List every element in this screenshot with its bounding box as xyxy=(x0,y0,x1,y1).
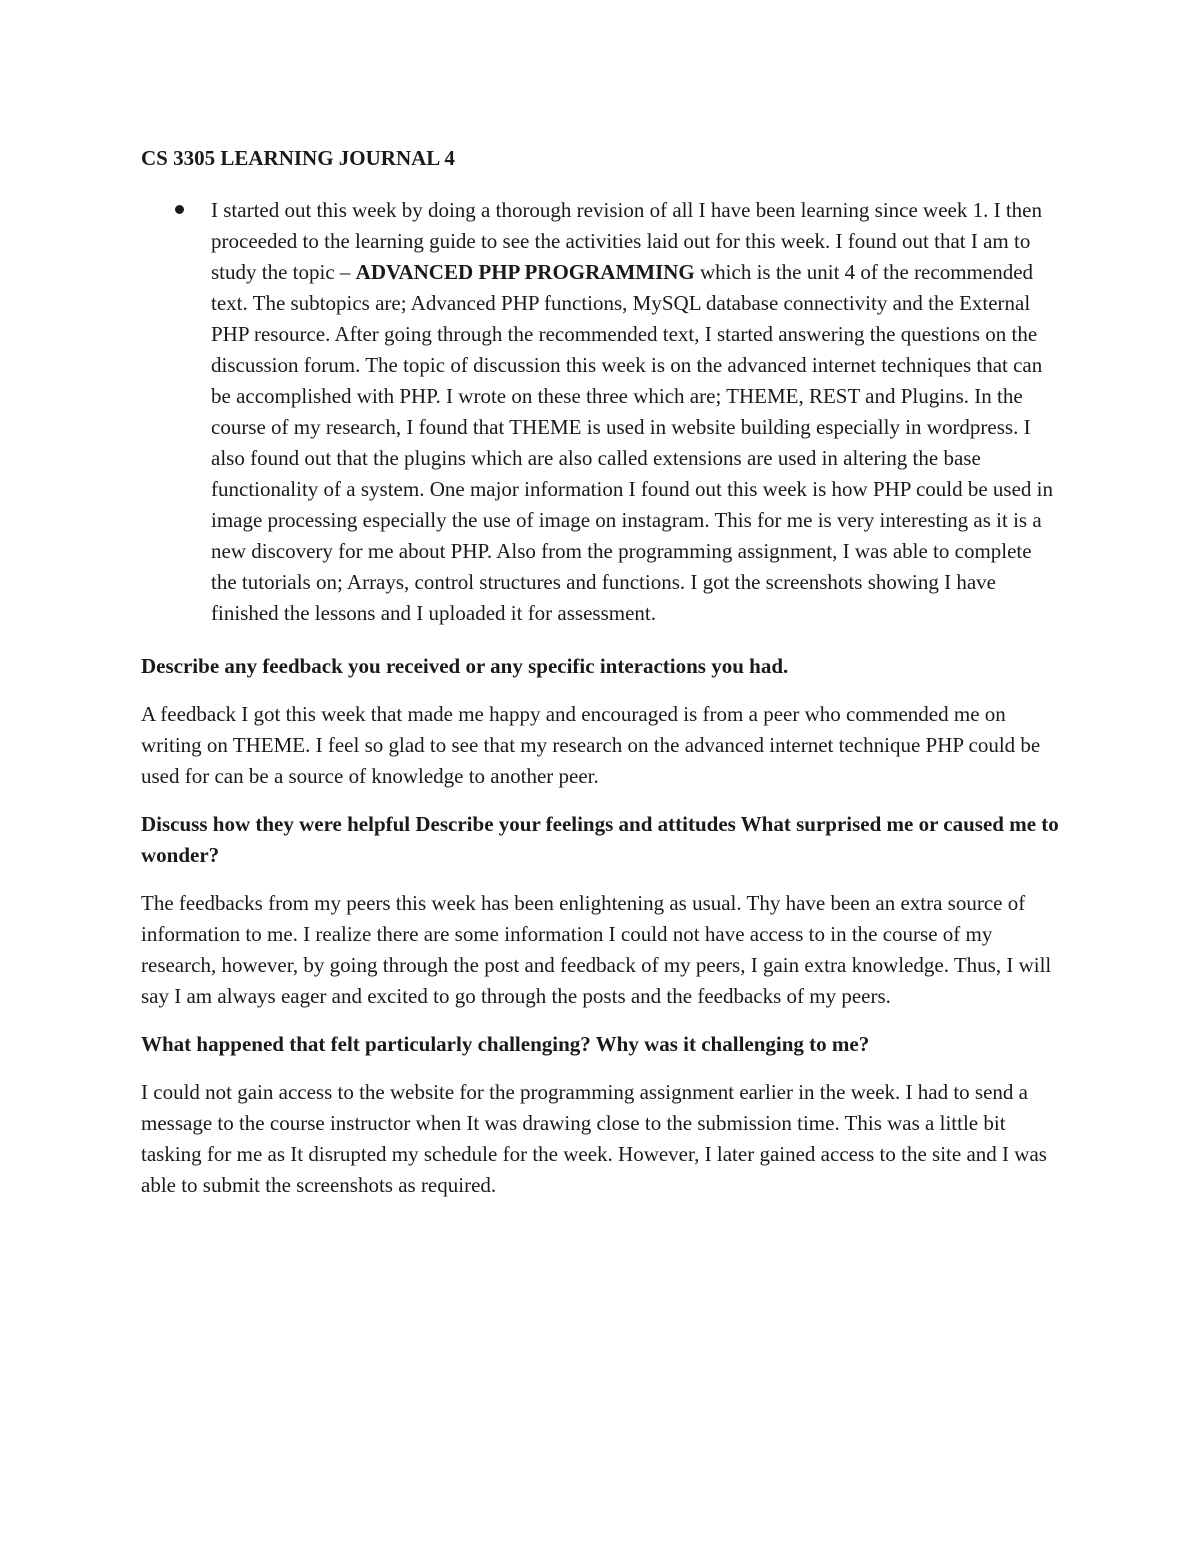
bullet-icon xyxy=(175,205,184,214)
section-heading-challenging: What happened that felt particularly challenging? Why was it challenging to me? xyxy=(141,1032,870,1056)
list-item xyxy=(141,195,1061,629)
page-title: CS 3305 LEARNING JOURNAL 4 xyxy=(141,146,455,170)
section-body-feedback: A feedback I got this week that made me happy and encouraged is from a peer who commended me on writing on THEME. I feel so glad to see that my research on the advanced internet technique PHP could be used for can be a source of knowledge to another peer. xyxy=(141,702,1041,788)
bullet-list xyxy=(141,195,1061,629)
section-body-challenging: I could not gain access to the website for the programming assignment earlier in the week. I had to send a message to the course instructor when It was drawing close to the submission time. This was a little bit tasking for me as It disrupted my schedule for the week. However, I later gained access to the site and I was able to submit the screenshots as required. xyxy=(141,1080,1047,1197)
document-body xyxy=(141,143,1061,1218)
section-heading-feedback: Describe any feedback you received or any specific interactions you had. xyxy=(141,654,789,678)
bullet-text-end: which is the unit 4 of the recommended text. The subtopics are; Advanced PHP functions, MySQL database connectivity and the External PHP resource. After going through the recommended text, I started answering the questions on the discussion forum. The topic of discussion this week is on the advanced internet techniques that can be accomplished with PHP. I wrote on these three which are; THEME, REST and Plugins. In the course of my research, I found that THEME is used in website building especially in wordpress. I also found out that the plugins which are also called extensions are used in altering the base functionality of a system. One major information I found out this week is how PHP could be used in image processing especially the use of image on instagram. This for me is very interesting as it is a new discovery for me about PHP. Also from the programming assignment, I was able to complete the tutorials on; Arrays, control structures and functions. I got the screenshots showing I have finished the lessons and I uploaded it for assessment. xyxy=(211,260,1054,625)
section-heading-helpful: Discuss how they were helpful Describe your feelings and attitudes What surprised me or caused me to wonder? xyxy=(141,812,1059,867)
bullet-text-topic: ADVANCED PHP PROGRAMMING xyxy=(355,260,695,284)
bullet-text-start: I started out this week by doing a thorough revision of all I have been learning since week 1. I then proceeded to the learning guide to see the activities laid out for this week. I found out that I am to study the topic – xyxy=(211,198,1043,284)
section-body-helpful: The feedbacks from my peers this week has been enlightening as usual. Thy have been an extra source of information to me. I realize there are some information I could not have access to in the course of my research, however, by going through the post and feedback of my peers, I gain extra knowledge. Thus, I will say I am always eager and excited to go through the posts and the feedbacks of my peers. xyxy=(141,891,1052,1008)
